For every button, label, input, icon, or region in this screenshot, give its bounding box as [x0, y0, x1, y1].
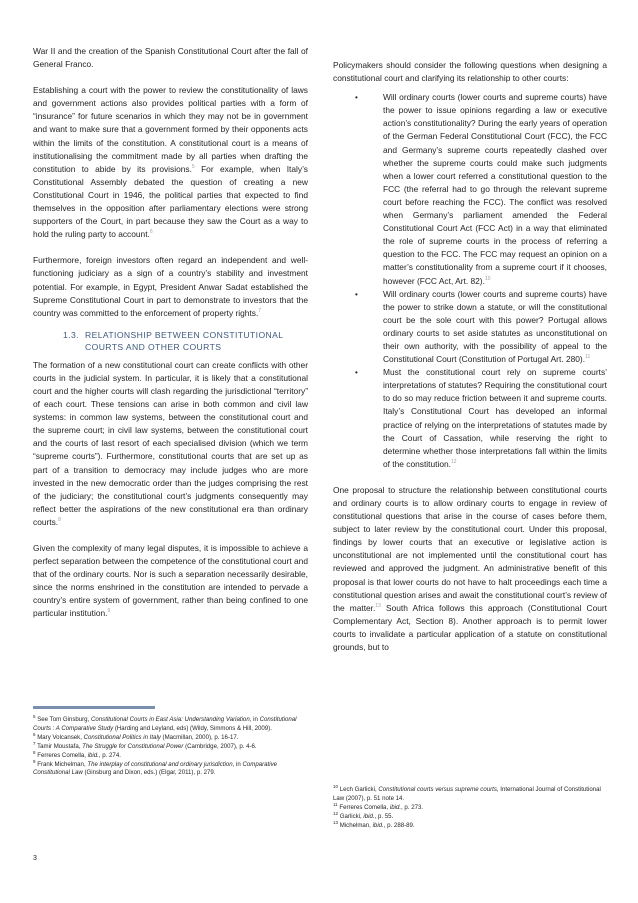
footnote-ref[interactable]: 9: [107, 608, 111, 615]
footnote: $^6$ Mary Volcansek, Constitutional Politics in Italy (Macmillan, 2000), p. 16-17.: [33, 731, 239, 741]
footnote: $^{11}$ Ferreres Comella, ibid., p. 273.: [333, 801, 424, 811]
footnotes-right: [333, 783, 605, 831]
footnote: $^8$ Ferreres Comella, ibid., p. 274.: [33, 749, 121, 759]
paragraph-text: Given the complexity of many legal disputes, it is impossible to achieve a perfect separation between the competence of the constitutional court and that of the ordinary courts. Nor is such a separation necessarily desirable, since the norms enshrined in the constitution are intended to pervade a country’s entire system of government, rather than being confined to one particular institution.: [33, 543, 308, 619]
bullet-icon: •: [355, 368, 358, 378]
footnote-ref[interactable]: 7: [258, 307, 262, 314]
paragraph-text: For example, when Italy’s Constitutional Assembly debated the question of creating a new Constitutional Court in 1946, the political parties that expected to find themselves in the opposition after parliamentary elections were strong supporters of the Court, in part because they saw the Court as a way to hold the ruling party to account.: [33, 163, 308, 240]
questions-list: [333, 91, 607, 471]
list-item-text: Will ordinary courts (lower courts and supreme courts) have the power to issue opinions regarding a law or executive action’s constitutionality? During the early years of operation of the German Federal Constitutional Court (FCC), the FCC and Germany’s supreme courts repeatedly clashed over whether the supreme courts could make such judgments when a lower court referred a constitutional question to the FCC (the referral had to go through the relevant supreme court before reaching the FCC). The conflict was resolved when Germany’s parliament amended the Federal Constitutional Court Act (FCC Act) in a way that eliminated the role of supreme courts in the process of referring a question to the FCC. The FCC may request an opinion on a matter’s constitutionality from a supreme court if it chooses, however (FCC Act, Art. 82).: [383, 92, 607, 286]
paragraph-text: Furthermore, foreign investors often regard an independent and well-functioning judiciary as a sign of a country’s stability and investment potential. For example, in Egypt, President Anwar Sadat established the Supreme Constitutional Court in part to demonstrate to investors that the country was committed to the enforcement of property rights.: [33, 255, 308, 318]
right-column: [333, 59, 607, 667]
footnote-ref[interactable]: 8: [58, 517, 61, 524]
paragraph-text: One proposal to structure the relationship between constitutional courts and ordinary courts is to allow ordinary courts to engage in review of constitutional questions that arise in the course of cases before them, subject to later review by the constitutional court. Under this proposal, findings by lower courts that an executive or legislative action is unconstitutional are not implemented until the constitutional court has reviewed and approved the judgment. An administrative benefit of this proposal is that lower courts do not have to halt proceedings each time a constitutional question arises and await the constitutional court’s review of the matter.: [333, 484, 607, 613]
paragraph-text: The formation of a new constitutional court can create conflicts with other courts in the judicial system. In particular, it is likely that a constitutional court and the higher courts will clash regarding the jurisdictional “territory” of each court. These tensions can arise in both common and civil law systems: in common law systems, between the constitutional court and the supreme court; in civil law systems, between the constitutional court and the courts of last resort of each specialised division (which we term “supreme courts”). Furthermore, constitutional courts that are set up as part of a transition to democracy may include judges who are more invested in the new democratic order than the judges comprising the rest of the judiciary; the constitutional court’s judgments consequently may reflect better the aspirations of the new constitutional era than ordinary courts.: [33, 359, 308, 527]
paragraph-conflicts: [33, 359, 308, 529]
paragraph-continuation: [33, 45, 308, 71]
list-item: [333, 91, 607, 287]
list-item: [333, 288, 607, 367]
footnote: $^7$ Tamir Moustafa, The Struggle for Constitutional Power (Cambridge, 2007), p. 4-6.: [33, 740, 257, 750]
footnotes-left: [33, 713, 305, 778]
footnote-ref[interactable]: 13: [375, 602, 381, 609]
footnote: $^5$ See Tom Ginsburg, Constitutional Courts in East Asia: Understanding Variation, in Constitutional Courts : A Comparative Study (Harding and Leyland, eds) (Wildy, Simmons & Hill, 2009).: [33, 713, 297, 732]
paragraph-text: Policymakers should consider the following questions when designing a constitutional court and clarifying its relationship to other courts:: [333, 60, 607, 84]
section-title: RELATIONSHIP BETWEEN CONSTITUTIONAL COURTS AND OTHER COURTS: [85, 329, 284, 352]
footnote: $^9$ Frank Michelman, The interplay of constitutional and ordinary jurisdiction, in Comparative Constitutional Law (Ginsburg and Dixon, eds.) (Elgar, 2011), p. 279.: [33, 758, 278, 777]
paragraph-proposal: [333, 484, 607, 654]
list-item-text: Will ordinary courts (lower courts and supreme courts) have the power to strike down a statute, or will the constitutional court be the sole court with this power? Portugal allows ordinary courts to set aside statutes as unconstitutional on their own authority, with the possibility of appeal to the Constitutional Court (Constitution of Portugal Art. 280).: [383, 288, 607, 365]
paragraph-text: War II and the creation of the Spanish Constitutional Court after the fall of General Franco.: [33, 46, 308, 70]
footnote-ref[interactable]: 12: [450, 459, 457, 466]
list-item: [333, 366, 607, 471]
footnote-ref[interactable]: 5: [191, 163, 195, 170]
paragraph-text: Establishing a court with the power to review the constitutionality of laws and government actions also provides political parties with a form of “insurance” for future scenarios in which they may not be in government and want to make sure that a government formed by their opponents acts within the limits of the constitution. A constitutional court is a means of institutionalising the commitment made by all parties when drafting the constitution to abide by its provisions.: [33, 85, 308, 174]
paragraph-investors: [33, 254, 308, 319]
list-item-text: Must the constitutional court rely on supreme courts’ interpretations of statutes? Requiring the constitutional court to do so may reduce friction between it and supreme courts. Italy’s Constitutional Court has developed an informal practice of relying on the interpretations of statutes made by the Court of Cassation, while reserving the right to determine whether those interpretations fall within the limits of the constitution.: [383, 367, 607, 469]
footnote-divider: [33, 706, 155, 709]
footnote-ref[interactable]: 10: [484, 275, 491, 282]
left-column: [33, 45, 308, 634]
footnote-ref[interactable]: 6: [149, 229, 153, 236]
paragraph-questions-intro: [333, 59, 607, 85]
paragraph-separation: [33, 542, 308, 621]
paragraph-text: South Africa follows this approach (Constitutional Court Complementary Act, Section 8). Another approach is to permit lower courts to invalidate a particular application of a statute on constitutional grounds, but to: [333, 602, 607, 653]
bullet-icon: •: [355, 289, 358, 299]
footnote: $^{12}$ Garlicki, ibid., p. 55.: [333, 810, 394, 820]
section-heading: [33, 329, 308, 353]
paragraph-insurance: [33, 84, 308, 241]
footnote: $^{10}$ Lech Garlicki, Constitutional courts versus supreme courts, International Journal of Constitutional Law (2007), p. 51 note 14.: [333, 783, 601, 802]
footnote-ref[interactable]: 11: [585, 354, 591, 361]
page-number: 3: [33, 855, 37, 862]
footnote: $^{13}$ Michelman, ibid., p. 288-89.: [333, 819, 415, 829]
bullet-icon: •: [355, 93, 358, 103]
section-number: 1.3.: [63, 329, 79, 340]
